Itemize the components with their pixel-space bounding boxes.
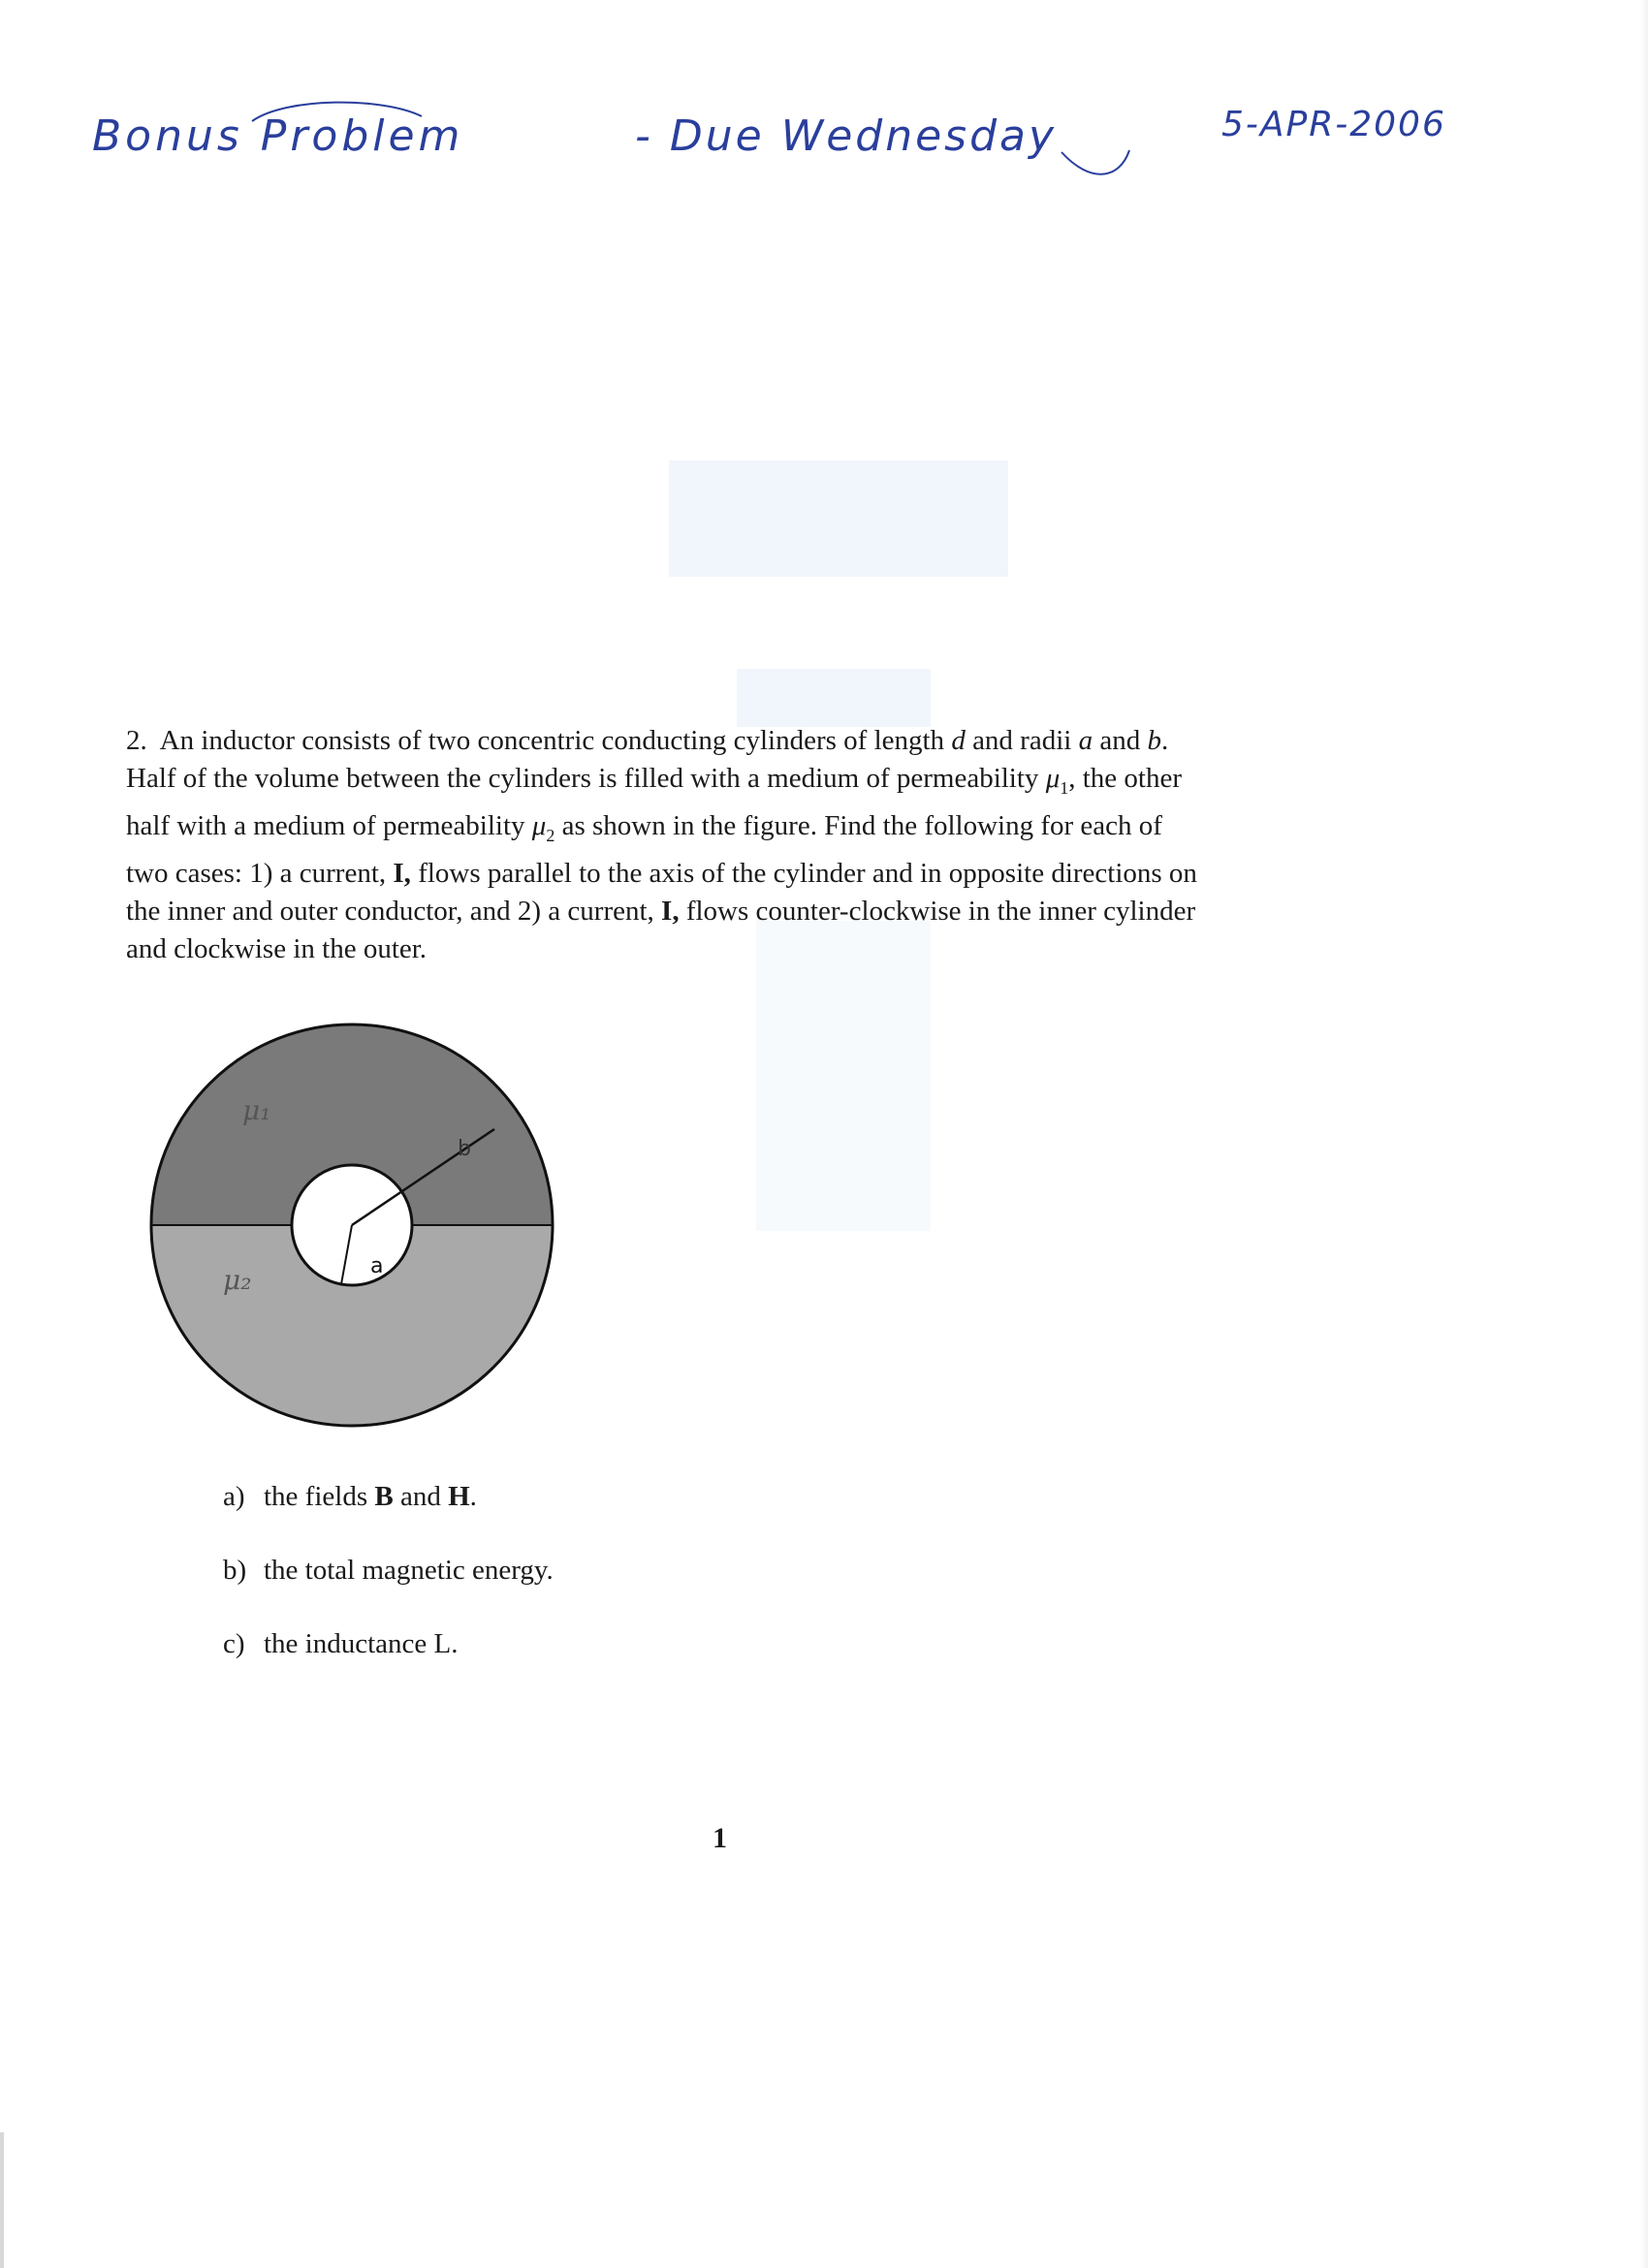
symbol-mu2-sub: 2 [546, 825, 555, 845]
problem-line-2 [126, 760, 1415, 807]
cylinder-cross-section-figure [145, 1023, 562, 1430]
question-text: the total magnetic energy. [264, 1555, 554, 1586]
question-a [223, 1478, 554, 1515]
problem-text: and [1093, 725, 1148, 756]
problem-line-6: and clockwise in the outer. [126, 932, 428, 964]
problem-text: two cases: 1) a current, [126, 857, 394, 889]
svg-text:Bonus Problem: Bonus Problem [92, 111, 464, 161]
problem-line-5 [126, 893, 1415, 930]
problem-text: and radii [965, 725, 1079, 756]
problem-text: the inner and outer conductor, and 2) a current, [126, 895, 662, 927]
handwriting-image [92, 92, 1546, 189]
label-mu2: μ₂ [223, 1264, 252, 1296]
symbol-current: I, [393, 857, 411, 889]
problem-line-3 [126, 807, 1415, 855]
svg-text:5-APR-2006: 5-APR-2006 [1221, 105, 1446, 144]
problem-text: half with a medium of permeability [126, 809, 532, 841]
problem-text: . [1160, 725, 1169, 756]
symbol-B: B [374, 1481, 394, 1512]
symbol-current: I, [661, 895, 680, 927]
label-a: a [370, 1254, 384, 1278]
problem-text: , the other [1068, 763, 1183, 794]
question-letter: a) [223, 1481, 245, 1512]
symbol-mu1-sub: 1 [1060, 777, 1069, 798]
symbol-mu1: μ [1045, 763, 1061, 794]
var-b: b [1147, 725, 1161, 756]
problem-line-1 [126, 722, 1415, 760]
question-list [223, 1478, 554, 1699]
question-text: the inductance L. [264, 1628, 459, 1659]
cylinder-cross-section-svg [145, 1023, 562, 1430]
question-text: the fields [264, 1481, 375, 1512]
scan-edge-right [1640, 0, 1648, 2268]
question-c [223, 1625, 554, 1662]
var-a: a [1078, 725, 1093, 756]
page-number: 1 [713, 1822, 727, 1854]
problem-text: as shown in the figure. Find the following for each of [555, 809, 1162, 841]
handwritten-header-note [92, 92, 1546, 189]
scan-edge-left [0, 2132, 4, 2268]
scan-smudge [737, 669, 931, 727]
label-mu1: μ₁ [242, 1094, 271, 1126]
symbol-mu2: μ [531, 809, 547, 841]
question-letter: b) [223, 1555, 247, 1586]
problem-statement [126, 722, 1415, 968]
label-b: b [458, 1137, 471, 1161]
svg-text:- Due Wednesday: - Due Wednesday [635, 111, 1058, 161]
problem-text: Half of the volume between the cylinders is filled with a medium of permeability [126, 763, 1046, 794]
var-d: d [951, 725, 966, 756]
problem-text: flows parallel to the axis of the cylinder and in opposite directions on [410, 857, 1197, 889]
question-letter: c) [223, 1628, 245, 1659]
problem-number: 2. [126, 725, 147, 756]
problem-line-4 [126, 855, 1415, 893]
problem-text: flows counter-clockwise in the inner cylinder [679, 895, 1196, 927]
problem-text: An inductor consists of two concentric conducting cylinders of length [159, 725, 952, 756]
symbol-H: H [448, 1481, 470, 1512]
question-b [223, 1552, 554, 1589]
question-text: and [393, 1481, 449, 1512]
question-text: . [469, 1481, 477, 1512]
scan-smudge [669, 460, 1008, 577]
